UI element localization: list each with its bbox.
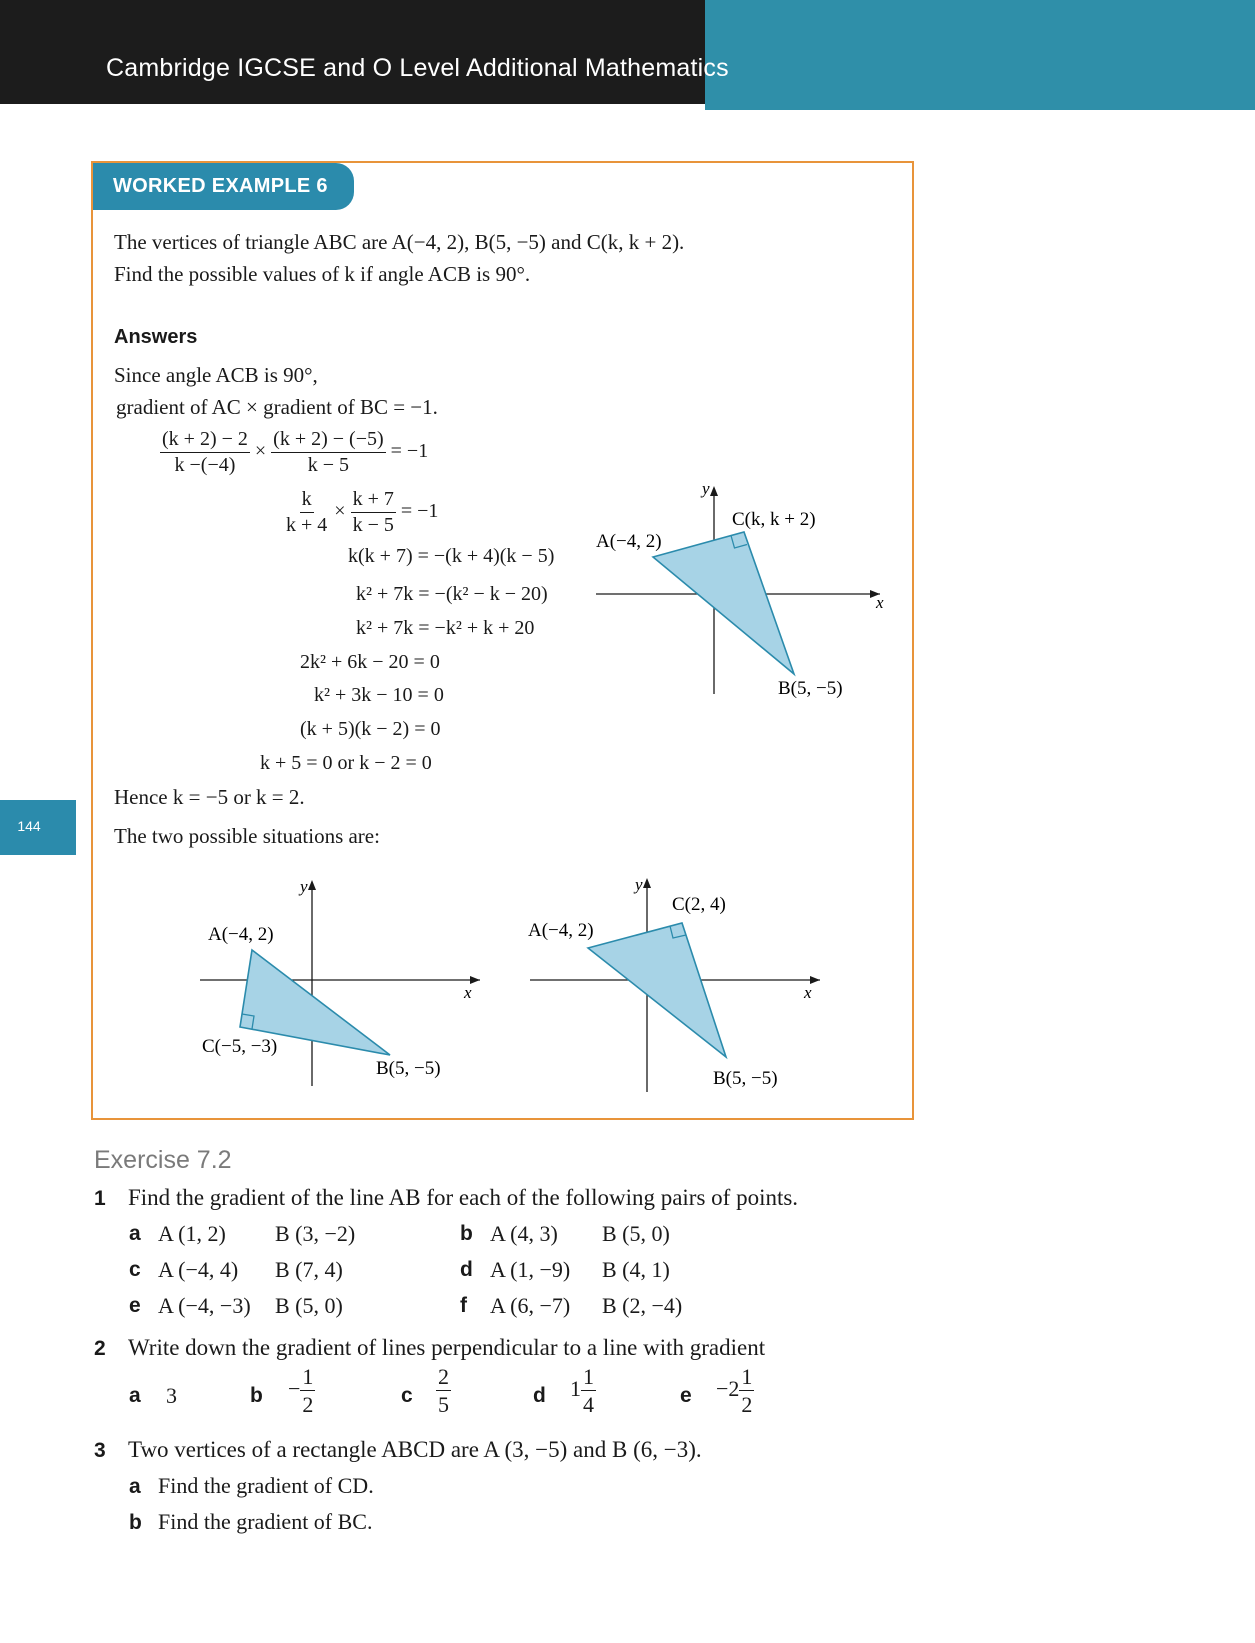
question-line-2: Find the possible values of k if angle ACB is 90°. xyxy=(114,262,531,286)
q2-part-b-label: b xyxy=(250,1384,263,1407)
q3-part-b-text: Find the gradient of BC. xyxy=(158,1509,373,1534)
eq2-num1: k xyxy=(300,488,314,513)
x-axis-label: x xyxy=(804,983,812,1002)
eq1-rhs: = −1 xyxy=(390,440,429,463)
q1-part-f-point-b: B (2, −4) xyxy=(602,1293,683,1318)
q2-part-b-num: 1 xyxy=(300,1364,315,1391)
point-a-label: A(−4, 2) xyxy=(528,920,594,941)
step-5: k² + 3k − 10 = 0 xyxy=(314,684,444,706)
question-2-number: 2 xyxy=(94,1337,106,1360)
equation-2 xyxy=(284,488,438,537)
q2-part-e-whole: −2 xyxy=(716,1375,740,1401)
question-1-text: Find the gradient of the line AB for each of the following pairs of points. xyxy=(128,1185,799,1210)
q3-part-b-label: b xyxy=(129,1511,142,1534)
q2-part-d-whole: 1 xyxy=(570,1375,581,1401)
q1-part-b-label: b xyxy=(460,1222,473,1245)
q1-part-d-label: d xyxy=(460,1258,473,1281)
q1-part-d-point-a: A (1, −9) xyxy=(490,1257,571,1282)
q1-part-c-point-a: A (−4, 4) xyxy=(158,1257,239,1282)
q1-part-a-point-a: A (1, 2) xyxy=(158,1221,226,1246)
question-line-1: The vertices of triangle ABC are A(−4, 2), B(5, −5) and C(k, k + 2). xyxy=(114,230,685,254)
q2-part-b-sign: − xyxy=(288,1375,301,1401)
step-7: k + 5 = 0 or k − 2 = 0 xyxy=(260,752,432,774)
q2-part-e-value xyxy=(716,1364,754,1418)
q2-part-a-label: a xyxy=(129,1384,141,1407)
x-axis-label: x xyxy=(464,983,472,1002)
q2-part-e-den: 2 xyxy=(741,1392,753,1418)
diagram-k-minus-5 xyxy=(190,870,500,1100)
y-axis-label: y xyxy=(635,875,643,894)
q1-part-b-point-a: A (4, 3) xyxy=(490,1221,558,1246)
triangle-abc xyxy=(588,923,726,1057)
y-axis-label: y xyxy=(702,480,710,498)
y-axis-arrow xyxy=(643,878,651,888)
point-b-label: B(5, −5) xyxy=(713,1068,778,1089)
eq1-num1: (k + 2) − 2 xyxy=(160,428,250,453)
q1-part-d-point-b: B (4, 1) xyxy=(602,1257,670,1282)
q2-part-d-value xyxy=(570,1364,596,1418)
diagram-general xyxy=(580,480,900,710)
q2-part-d-den: 4 xyxy=(583,1392,594,1418)
diagram-k-2 xyxy=(520,870,840,1100)
header-bar xyxy=(0,0,705,104)
step-6: (k + 5)(k − 2) = 0 xyxy=(300,718,441,740)
equation-1 xyxy=(160,428,428,477)
q2-part-b-den: 2 xyxy=(302,1392,314,1418)
q1-part-b-point-b: B (5, 0) xyxy=(602,1221,670,1246)
q3-part-a-label: a xyxy=(129,1475,141,1498)
q1-part-f-label: f xyxy=(460,1294,467,1317)
point-a-label: A(−4, 2) xyxy=(596,531,662,552)
point-c-label: C(−5, −3) xyxy=(202,1036,278,1057)
hence-line: Hence k = −5 or k = 2. xyxy=(114,785,305,809)
eq2-rhs: = −1 xyxy=(400,500,439,523)
y-axis-arrow xyxy=(308,880,316,890)
eq1-times: × xyxy=(254,440,267,463)
question-2-text: Write down the gradient of lines perpendicular to a line with gradient xyxy=(128,1335,766,1360)
point-b-label: B(5, −5) xyxy=(778,678,843,699)
q1-part-e-label: e xyxy=(129,1294,141,1317)
eq1-den1: k −(−4) xyxy=(174,454,236,476)
point-a-label: A(−4, 2) xyxy=(208,924,274,945)
point-b-label: B(5, −5) xyxy=(376,1058,441,1079)
q2-part-a-value: 3 xyxy=(166,1383,177,1408)
answers-heading: Answers xyxy=(114,326,198,348)
gradient-product-line: gradient of AC × gradient of BC = −1. xyxy=(116,395,438,419)
q1-part-f-point-a: A (6, −7) xyxy=(490,1293,571,1318)
step-2: k² + 7k = −(k² − k − 20) xyxy=(356,583,548,605)
q2-part-b-value xyxy=(288,1364,315,1418)
step-1: k(k + 7) = −(k + 4)(k − 5) xyxy=(348,545,555,567)
eq2-num2: k + 7 xyxy=(351,488,396,513)
q2-part-d-num: 1 xyxy=(581,1364,596,1391)
q2-part-c-value xyxy=(436,1364,451,1418)
q1-part-c-label: c xyxy=(129,1258,141,1281)
q2-part-c-label: c xyxy=(401,1384,413,1407)
question-1-number: 1 xyxy=(94,1187,106,1210)
q2-part-d-label: d xyxy=(533,1384,546,1407)
y-axis-label: y xyxy=(300,877,308,896)
q2-part-e-label: e xyxy=(680,1384,692,1407)
eq1-den2: k − 5 xyxy=(307,454,350,476)
q3-part-a-text: Find the gradient of CD. xyxy=(158,1473,374,1498)
eq2-den2: k − 5 xyxy=(352,514,394,536)
eq2-times: × xyxy=(334,500,346,523)
question-3-text: Two vertices of a rectangle ABCD are A (3, −5) and B (6, −3). xyxy=(128,1437,702,1462)
eq1-num2: (k + 2) − (−5) xyxy=(271,428,385,453)
exercise-title: Exercise 7.2 xyxy=(94,1146,232,1174)
page-number: 144 xyxy=(17,818,41,834)
q1-part-e-point-b: B (5, 0) xyxy=(275,1293,343,1318)
q2-part-e-num: 1 xyxy=(739,1364,754,1391)
book-title: Cambridge IGCSE and O Level Additional Mathematics xyxy=(106,54,729,82)
y-axis-arrow xyxy=(710,486,718,496)
two-situations-line: The two possible situations are: xyxy=(114,824,380,848)
question-3-number: 3 xyxy=(94,1439,106,1462)
q1-part-e-point-a: A (−4, −3) xyxy=(158,1293,251,1318)
q1-part-a-point-b: B (3, −2) xyxy=(275,1221,356,1246)
point-c-label: C(k, k + 2) xyxy=(732,509,816,530)
eq2-den1: k + 4 xyxy=(286,514,328,536)
step-3: k² + 7k = −k² + k + 20 xyxy=(356,617,535,639)
q1-part-c-point-b: B (7, 4) xyxy=(275,1257,343,1282)
worked-example-title: WORKED EXAMPLE 6 xyxy=(113,175,328,197)
x-axis-label: x xyxy=(876,593,884,612)
step-4: 2k² + 6k − 20 = 0 xyxy=(300,651,440,673)
since-line: Since angle ACB is 90°, xyxy=(114,363,318,387)
point-c-label: C(2, 4) xyxy=(672,894,726,915)
q1-part-a-label: a xyxy=(129,1222,141,1245)
q2-part-c-num: 2 xyxy=(436,1364,451,1391)
triangle-abc xyxy=(653,532,794,674)
q2-part-c-den: 5 xyxy=(438,1392,449,1418)
header-accent xyxy=(705,0,1255,110)
